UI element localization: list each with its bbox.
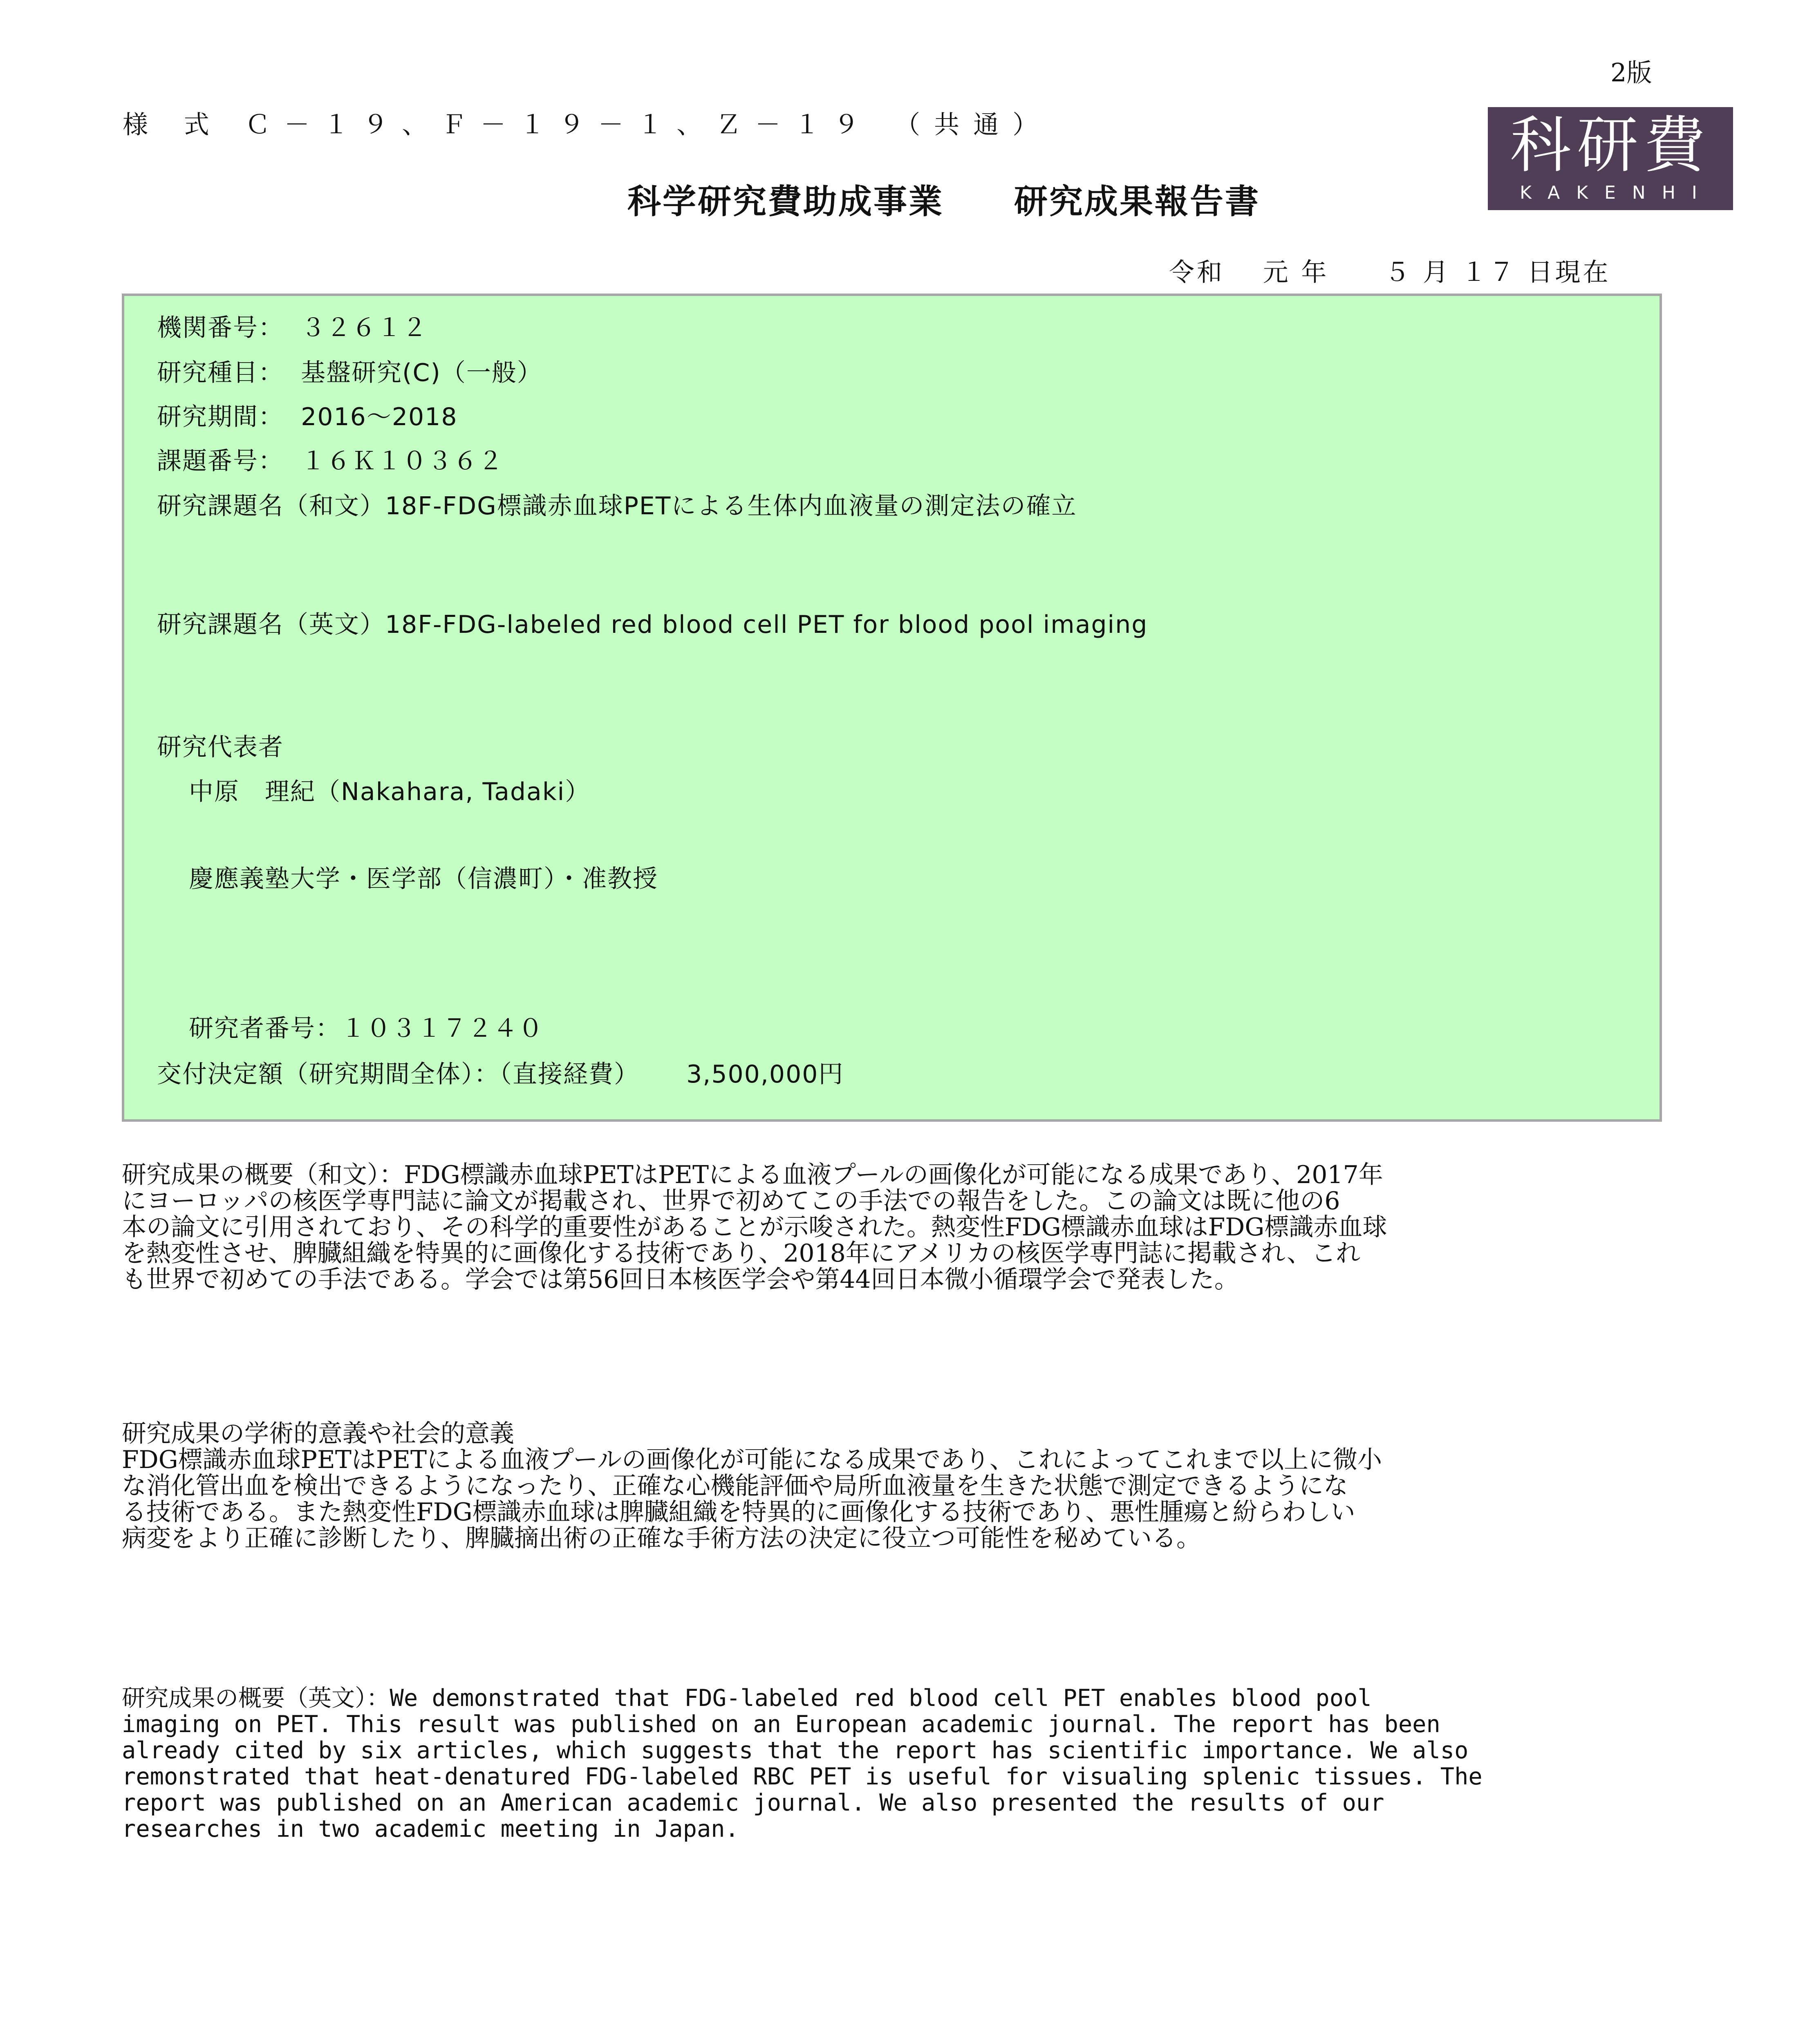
summary-en-line: imaging on PET. This result was published on an European academic journal. The report has been [122, 1711, 1440, 1737]
significance-line: FDG標識赤血球PETはPETによる血液プールの画像化が可能になる成果であり、これによってこれまで以上に微小 [122, 1447, 1382, 1473]
representative-affiliation: 慶應義塾大学・医学部（信濃町）・准教授 [189, 865, 658, 893]
summary-en-line: researches in two academic meeting in Japan. [122, 1816, 739, 1842]
summary-en-line: report was published on an American academic journal. We also presented the results of our [122, 1790, 1384, 1816]
report-title: 科学研究費助成事業 研究成果報告書 [627, 182, 1261, 221]
summary-ja-line: を熱変性させ、脾臓組織を特異的に画像化する技術であり、2018年にアメリカの核医学専門誌に掲載され、これ [122, 1240, 1361, 1266]
significance-line: る技術である。また熱変性FDG標識赤血球は脾臓組織を特異的に画像化する技術であり、悪性腫瘍と紛らわしい [122, 1499, 1355, 1525]
representative-name: 中原 理紀（Nakahara, Tadaki） [189, 778, 591, 806]
significance-line: 病変をより正確に診断したり、脾臓摘出術の正確な手術方法の決定に役立つ可能性を秘めている。 [122, 1525, 1201, 1551]
kakenhi-logo [1488, 107, 1733, 210]
significance-heading: 研究成果の学術的意義や社会的意義 [122, 1421, 514, 1447]
form-identifier: 様 式 Ｃ－１９、Ｆ－１９－１、Ｚ－１９ （共通） [123, 110, 1052, 139]
research-period: 研究期間： 2016～2018 [157, 403, 458, 431]
report-date: 令和 元 年 ５ 月 １７ 日現在 [1169, 257, 1611, 287]
logo-roman: KAKENHI [1520, 182, 1713, 203]
grant-amount: 交付決定額（研究期間全体）：（直接経費） 3,500,000円 [157, 1060, 844, 1089]
summary-ja-line: 本の論文に引用されており、その科学的重要性があることが示唆された。熱変性FDG標識赤血球はFDG標識赤血球 [122, 1214, 1387, 1240]
summary-ja-line: 研究成果の概要（和文）：FDG標識赤血球PETはPETによる血液プールの画像化が可能になる成果であり、2017年 [122, 1162, 1383, 1188]
representative-label: 研究代表者 [157, 733, 284, 762]
project-number: 課題番号： １６Ｋ１０３６２ [157, 447, 504, 475]
summary-en-line: 研究成果の概要（英文）：We demonstrated that FDG-labeled red blood cell PET enables blood pool [122, 1685, 1372, 1711]
researcher-number: 研究者番号：１０３１７２４０ [189, 1014, 544, 1043]
edition-label: 2版 [1610, 58, 1652, 87]
summary-en-line: remonstrated that heat-denatured FDG-labeled RBC PET is useful for visualing splenic tissues. The [122, 1764, 1483, 1790]
project-info-box [122, 294, 1662, 1122]
significance-section [122, 1421, 1626, 1551]
summary-en-line: already cited by six articles, which suggests that the report has scientific importance. We also [122, 1737, 1469, 1764]
logo-kanji: 科研費 [1509, 110, 1711, 181]
project-title-ja: 研究課題名（和文）18F-FDG標識赤血球PETによる生体内血液量の測定法の確立 [157, 492, 1077, 520]
summary-ja-line: にヨーロッパの核医学専門誌に論文が掲載され、世界で初めてこの手法での報告をした。この論文は既に他の6 [122, 1188, 1340, 1214]
summary-ja-line: も世界で初めての手法である。学会では第56回日本核医学会や第44回日本微小循環学会で発表した。 [122, 1266, 1239, 1293]
research-type: 研究種目： 基盤研究(C)（一般） [157, 359, 542, 387]
summary-japanese [122, 1162, 1626, 1293]
project-title-en: 研究課題名（英文）18F-FDG-labeled red blood cell PET for blood pool imaging [157, 610, 1148, 639]
summary-english [122, 1685, 1626, 1842]
significance-line: な消化管出血を検出できるようになったり、正確な心機能評価や局所血液量を生きた状態で測定できるようにな [122, 1473, 1348, 1499]
institution-number: 機関番号： ３２６１２ [157, 314, 428, 342]
